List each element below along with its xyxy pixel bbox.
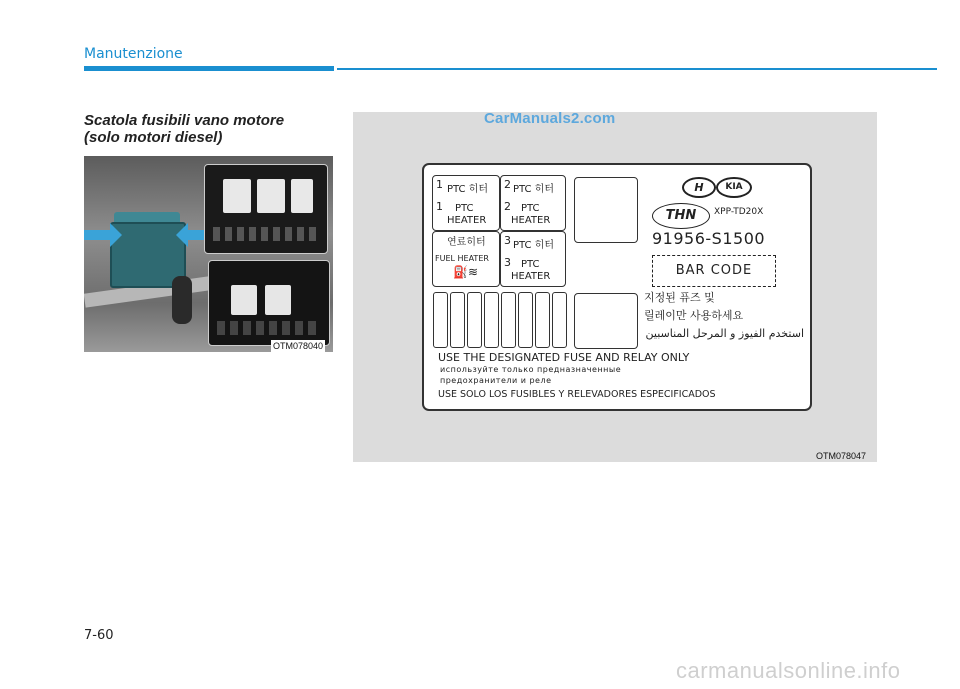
heading-line-2: (solo motori diesel) [84, 129, 223, 146]
fuse-cell-2 [500, 175, 566, 231]
english-notice: USE THE DESIGNATED FUSE AND RELAY ONLY [438, 351, 690, 364]
fuse-box-closeup-top [204, 164, 328, 254]
fuse-cell-1 [432, 175, 500, 231]
fuse-number: 3 [504, 234, 511, 247]
fuse-slot [467, 292, 482, 348]
relay [231, 285, 257, 315]
russian-notice-2: предохранители и реле [440, 376, 552, 385]
fuse-box-closeup-bottom [208, 260, 330, 346]
relay-slot [574, 293, 638, 349]
spanish-notice: USE SOLO LOS FUSIBLES Y RELEVADORES ESPECIFICADOS [438, 389, 716, 400]
hyundai-logo-icon: H [682, 177, 716, 198]
fuse-label-line: HEATER [511, 271, 551, 282]
fuse-slot [484, 292, 499, 348]
fuse-label-korean: 연료히터 [447, 237, 486, 248]
fuse-label-korean: PTC 히터 [447, 184, 489, 195]
header-rule-thick [84, 66, 334, 71]
relay-slot [574, 177, 638, 243]
fuel-heater-icon: ⛽≋ [453, 265, 478, 279]
kia-logo-icon: KIA [716, 177, 752, 198]
section-title: Manutenzione [84, 46, 183, 62]
engine-fuse-box-photo [84, 156, 333, 352]
relay [265, 285, 291, 315]
thn-logo-icon: THN [652, 203, 710, 229]
page-number: 7-60 [84, 628, 114, 643]
fuse-pins [213, 227, 317, 241]
relay [223, 179, 251, 213]
relay [257, 179, 285, 213]
korean-notice-1: 지정된 퓨즈 및 [644, 291, 715, 304]
fuse-cell-3 [500, 231, 566, 287]
korean-notice-2: 릴레이만 사용하세요 [644, 309, 744, 322]
russian-notice-1: используйте только предназначенные [440, 365, 622, 374]
fuse-label-korean: PTC 히터 [513, 240, 555, 251]
fuse-cell-fuel-heater [432, 231, 500, 287]
fuse-label-korean: PTC 히터 [513, 184, 555, 195]
fuse-label-line: HEATER [511, 215, 551, 226]
fuse-slot [433, 292, 448, 348]
fuse-label-line: FUEL HEATER [435, 254, 489, 263]
engine-part [172, 276, 192, 324]
fuse-label [422, 163, 812, 411]
fuse-slot [450, 292, 465, 348]
fuse-number: 1 [436, 200, 443, 213]
fuse-label-line: HEATER [447, 215, 487, 226]
barcode-area: BAR CODE [652, 255, 776, 287]
fuse-slot [535, 292, 550, 348]
fuse-slot [501, 292, 516, 348]
relay [291, 179, 313, 213]
watermark: CarManuals2.com [484, 110, 616, 127]
fuse-label-line: PTC [521, 203, 540, 214]
fuse-number: 3 [504, 256, 511, 269]
fuse-number: 2 [504, 200, 511, 213]
fuse-slot [518, 292, 533, 348]
fuse-label-line: PTC [455, 203, 474, 214]
figure-caption-left: OTM078040 [273, 341, 324, 351]
header-rule-thin [337, 68, 937, 70]
fuse-pins [217, 321, 321, 335]
fuse-number: 2 [504, 178, 511, 191]
subsection-heading [84, 112, 344, 146]
figure-caption-right: OTM078047 [816, 451, 867, 461]
fuse-number: 1 [436, 178, 443, 191]
fuse-label-line: PTC [521, 259, 540, 270]
part-code: XPP-TD20X [714, 207, 764, 217]
arabic-notice: استخدم الفيوز و المرحل المناسبين [645, 327, 804, 340]
arrow-right-icon [84, 230, 110, 240]
heading-line-1: Scatola fusibili vano motore [84, 112, 285, 129]
fuse-slot [552, 292, 567, 348]
footer-watermark: carmanualsonline.info [676, 658, 901, 683]
part-number: 91956-S1500 [652, 229, 766, 248]
